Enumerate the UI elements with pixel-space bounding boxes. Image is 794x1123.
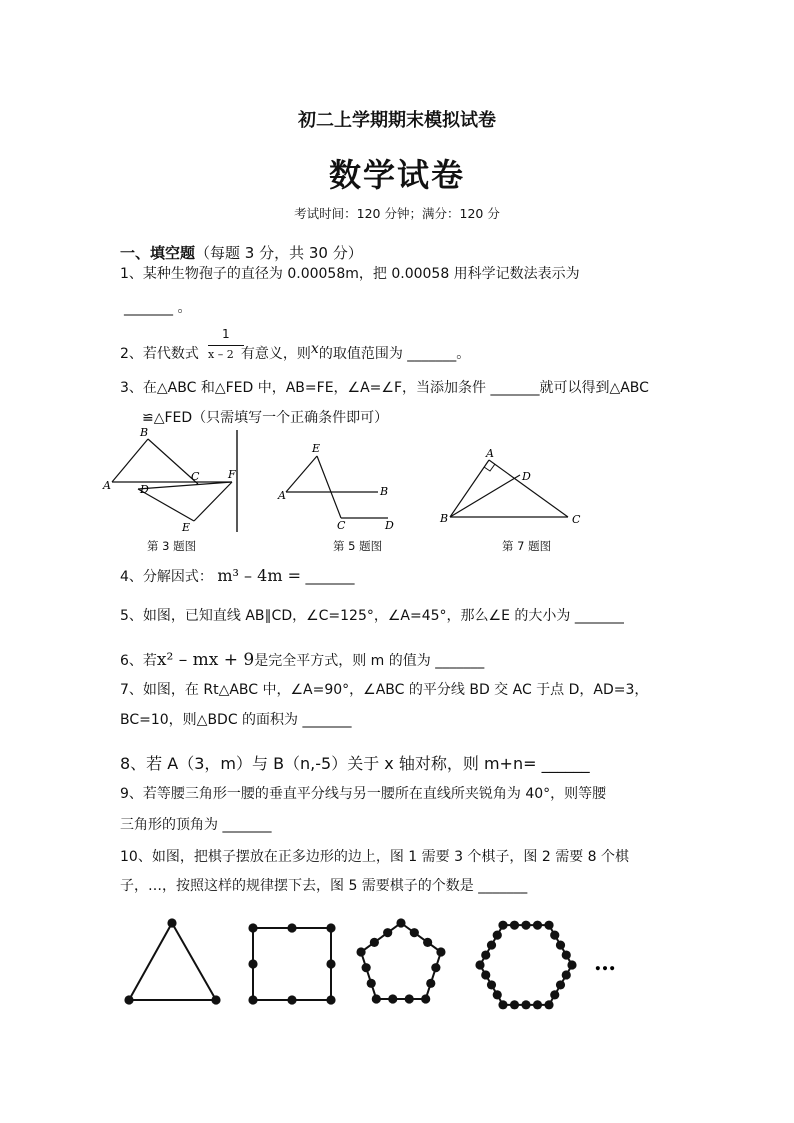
pattern-2-bead bbox=[248, 995, 257, 1004]
question-10-line-1: 10、如图，把棋子摆放在正多边形的边上，图 1 需要 3 个棋子，图 2 需要 8 个棋 bbox=[120, 849, 630, 865]
pattern-ellipsis: … bbox=[594, 950, 616, 976]
pattern-3-bead bbox=[367, 979, 376, 988]
pattern-1-outline bbox=[129, 923, 216, 1000]
pattern-2-bead bbox=[326, 959, 335, 968]
fig3-label-f: F bbox=[228, 468, 236, 481]
pattern-4-bead bbox=[556, 940, 565, 949]
figures-3-5-7 bbox=[100, 425, 660, 555]
pattern-3-bead bbox=[405, 994, 414, 1003]
pattern-4-bead bbox=[487, 940, 496, 949]
question-2-var: x bbox=[310, 341, 319, 357]
pattern-4-bead bbox=[493, 931, 502, 940]
fig3-label-a: A bbox=[103, 479, 111, 492]
pattern-3-bead bbox=[436, 947, 445, 956]
figure-3-caption: 第 3 题图 bbox=[147, 539, 197, 553]
fig5-label-a: A bbox=[278, 489, 286, 502]
figure-7-caption: 第 7 题图 bbox=[502, 539, 552, 553]
pattern-4-bead bbox=[556, 980, 565, 989]
pattern-3-bead bbox=[362, 963, 371, 972]
figure-3-diagram bbox=[102, 426, 237, 534]
pattern-1-bead bbox=[167, 918, 176, 927]
pattern-4-bead bbox=[493, 990, 502, 999]
pattern-2-bead bbox=[287, 995, 296, 1004]
pattern-2-bead bbox=[326, 923, 335, 932]
pattern-4-bead bbox=[521, 1000, 530, 1009]
pattern-3-bead bbox=[356, 947, 365, 956]
question-10-line-2: 子，…，按照这样的规律摆下去，图 5 需要棋子的个数是 _______ bbox=[120, 878, 528, 894]
pattern-3-bead bbox=[426, 979, 435, 988]
pattern-4-bead bbox=[487, 980, 496, 989]
question-1-line-1: 1、某种生物孢子的直径为 0.00058m，把 0.00058 用科学记数法表示为 bbox=[120, 266, 580, 282]
pattern-4-bead bbox=[562, 950, 571, 959]
question-7-line-2: BC=10，则△BDC 的面积为 _______ bbox=[120, 712, 352, 728]
pattern-4-bead bbox=[562, 970, 571, 979]
question-6-prefix: 6、若 bbox=[120, 653, 157, 669]
pattern-4-bead bbox=[498, 921, 507, 930]
question-9-line-2: 三角形的顶角为 _______ bbox=[120, 817, 272, 833]
pattern-4-bead bbox=[481, 970, 490, 979]
fig7-label-d: D bbox=[522, 470, 531, 483]
question-3-line-2: ≌△FED（只需填写一个正确条件即可） bbox=[142, 410, 389, 426]
question-4-prefix: 4、分解因式： bbox=[120, 569, 213, 585]
fig7-label-b: B bbox=[440, 512, 449, 525]
pattern-3-bead bbox=[370, 938, 379, 947]
pattern-4-bead bbox=[498, 1000, 507, 1009]
pattern-4-bead bbox=[544, 1000, 553, 1009]
pattern-3-bead bbox=[372, 994, 381, 1003]
question-8: 8、若 A（3，m）与 B（n,-5）关于 x 轴对称，则 m+n= ______ bbox=[120, 754, 590, 773]
question-6-expr: x² – mx + 9 bbox=[156, 650, 255, 670]
figure-5-diagram bbox=[277, 442, 394, 532]
exam-title: 数学试卷 bbox=[328, 156, 465, 194]
pattern-4-bead bbox=[544, 921, 553, 930]
pattern-3-bead bbox=[396, 918, 405, 927]
pattern-2-bead bbox=[287, 923, 296, 932]
pattern-4-bead bbox=[567, 960, 576, 969]
question-2-fraction-denominator: x – 2 bbox=[208, 348, 234, 361]
polygon-patterns bbox=[124, 918, 576, 1009]
pattern-4-bead bbox=[521, 921, 530, 930]
question-3-line-1: 3、在△ABC 和△FED 中，AB=FE，∠A=∠F，当添加条件 _______就可以得到△ABC bbox=[120, 380, 649, 396]
question-4-expr: m³ – 4m = bbox=[217, 566, 301, 585]
pattern-2-outline bbox=[253, 928, 331, 1000]
question-2 bbox=[120, 341, 471, 364]
question-1-line-2: _______ 。 bbox=[124, 300, 192, 316]
question-2-fraction-bar bbox=[208, 345, 244, 346]
pattern-2-bead bbox=[326, 995, 335, 1004]
fig5-label-c: C bbox=[337, 519, 346, 532]
question-2-mid: 有意义，则 bbox=[240, 346, 311, 362]
exam-meta: 考试时间：120 分钟；满分：120 分 bbox=[294, 206, 500, 221]
pattern-3-bead bbox=[423, 938, 432, 947]
fig5-label-b: B bbox=[380, 485, 389, 498]
section-heading bbox=[120, 242, 363, 263]
question-2-fraction-numerator: 1 bbox=[222, 327, 230, 341]
pattern-3-bead bbox=[431, 963, 440, 972]
section-heading-rest: （每题 3 分，共 30 分） bbox=[195, 244, 363, 262]
question-6 bbox=[120, 650, 484, 671]
question-5: 5、如图，已知直线 AB∥CD，∠C=125°，∠A=45°，那么∠E 的大小为 _______ bbox=[120, 608, 624, 624]
pattern-1-bead bbox=[124, 995, 133, 1004]
question-2-prefix: 2、若代数式 bbox=[120, 346, 199, 362]
fig5-label-d: D bbox=[385, 519, 394, 532]
question-4 bbox=[120, 566, 354, 587]
question-7-line-1: 7、如图，在 Rt△ABC 中，∠A=90°，∠ABC 的平分线 BD 交 AC 于点 D，AD=3， bbox=[120, 682, 649, 698]
pattern-3-outline bbox=[361, 923, 441, 999]
fig7-label-c: C bbox=[572, 513, 581, 526]
pattern-4-bead bbox=[550, 990, 559, 999]
fig3-label-d: D bbox=[140, 483, 149, 496]
question-6-suffix: 是完全平方式，则 m 的值为 _______ bbox=[254, 653, 485, 669]
question-9-line-1: 9、若等腰三角形一腰的垂直平分线与另一腰所在直线所夹锐角为 40°，则等腰 bbox=[120, 786, 607, 802]
pattern-4-bead bbox=[533, 921, 542, 930]
pattern-4-bead bbox=[510, 1000, 519, 1009]
fig3-label-e: E bbox=[182, 521, 191, 534]
exam-subtitle: 初二上学期期末模拟试卷 bbox=[298, 110, 496, 131]
pattern-3-bead bbox=[388, 994, 397, 1003]
fig3-label-c: C bbox=[191, 470, 200, 483]
figure-7-diagram bbox=[439, 447, 581, 526]
pattern-3-bead bbox=[410, 928, 419, 937]
fig3-label-b: B bbox=[140, 426, 149, 439]
figure-5-caption: 第 5 题图 bbox=[333, 539, 383, 553]
pattern-2-bead bbox=[248, 959, 257, 968]
question-4-blank: _______ bbox=[305, 569, 355, 585]
question-2-suffix: 的取值范围为 _______。 bbox=[318, 346, 471, 362]
pattern-4-bead bbox=[481, 950, 490, 959]
section-heading-bold: 一、填空题 bbox=[120, 244, 196, 262]
pattern-4-bead bbox=[533, 1000, 542, 1009]
pattern-4-bead bbox=[510, 921, 519, 930]
pattern-3-bead bbox=[421, 994, 430, 1003]
pattern-3-bead bbox=[383, 928, 392, 937]
pattern-1-bead bbox=[211, 995, 220, 1004]
fig7-label-a: A bbox=[486, 447, 494, 460]
fig5-label-e: E bbox=[312, 442, 321, 455]
figure-10-patterns bbox=[110, 905, 650, 1015]
pattern-4-bead bbox=[475, 960, 484, 969]
pattern-2-bead bbox=[248, 923, 257, 932]
pattern-4-bead bbox=[550, 931, 559, 940]
